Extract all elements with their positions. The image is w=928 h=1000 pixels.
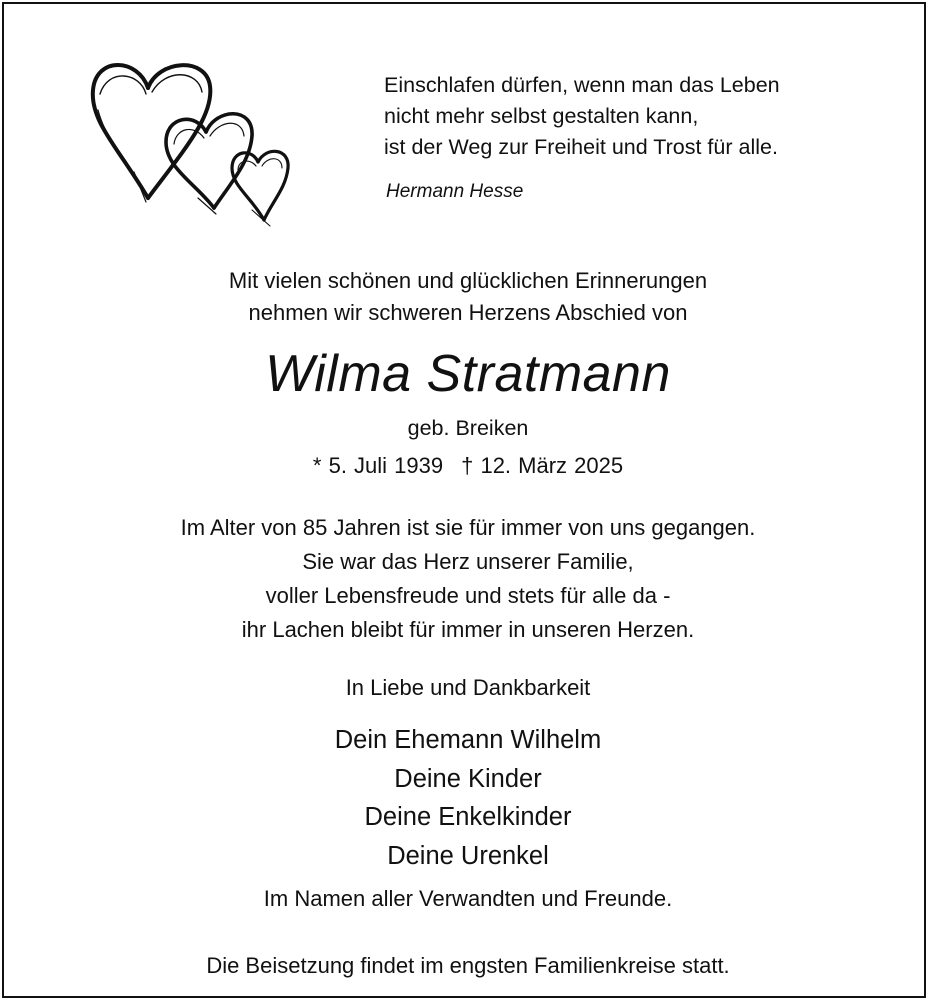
quote-author: Hermann Hesse bbox=[386, 181, 524, 202]
memorial-line: Im Alter von 85 Jahren ist sie für immer von uns gegangen. bbox=[180, 515, 756, 540]
memorial-line: voller Lebensfreude und stets für alle da - bbox=[265, 583, 671, 608]
life-dates bbox=[4, 450, 928, 482]
quote-block bbox=[384, 70, 780, 207]
mourner-entry: Deine Enkelkinder bbox=[364, 803, 572, 831]
mourner-entry: Deine Kinder bbox=[394, 764, 542, 793]
intro-line: Mit vielen schönen und glücklichen Erinnerungen bbox=[228, 268, 708, 293]
greeting: In Liebe und Dankbarkeit bbox=[345, 675, 591, 700]
death-date: † 12. März 2025 bbox=[461, 453, 624, 478]
quote-line: ist der Weg zur Freiheit und Trost für alle. bbox=[384, 135, 778, 159]
birth-date: * 5. Juli 1939 bbox=[312, 453, 444, 478]
memorial-text bbox=[4, 511, 928, 647]
intro-text bbox=[4, 265, 928, 329]
memorial-line: Sie war das Herz unserer Familie, bbox=[302, 549, 634, 574]
mourner-entry: Dein Ehemann Wilhelm bbox=[334, 726, 602, 754]
closing-line: Im Namen aller Verwandten und Freunde. bbox=[263, 886, 673, 911]
deceased-name: Wilma Stratmann bbox=[265, 345, 671, 403]
memorial-line: ihr Lachen bleibt für immer in unseren Herzen. bbox=[241, 617, 695, 642]
mourners-list bbox=[4, 721, 928, 875]
intro-line: nehmen wir schweren Herzens Abschied von bbox=[248, 300, 688, 325]
maiden-name: geb. Breiken bbox=[407, 416, 529, 440]
quote-line: nicht mehr selbst gestalten kann, bbox=[384, 104, 699, 128]
three-hearts-icon bbox=[86, 50, 296, 230]
funeral-note: Die Beisetzung findet im engsten Familienkreise statt. bbox=[206, 953, 730, 978]
obituary-frame bbox=[2, 2, 926, 998]
mourner-entry: Deine Urenkel bbox=[387, 841, 549, 870]
quote-line: Einschlafen dürfen, wenn man das Leben bbox=[384, 73, 780, 97]
